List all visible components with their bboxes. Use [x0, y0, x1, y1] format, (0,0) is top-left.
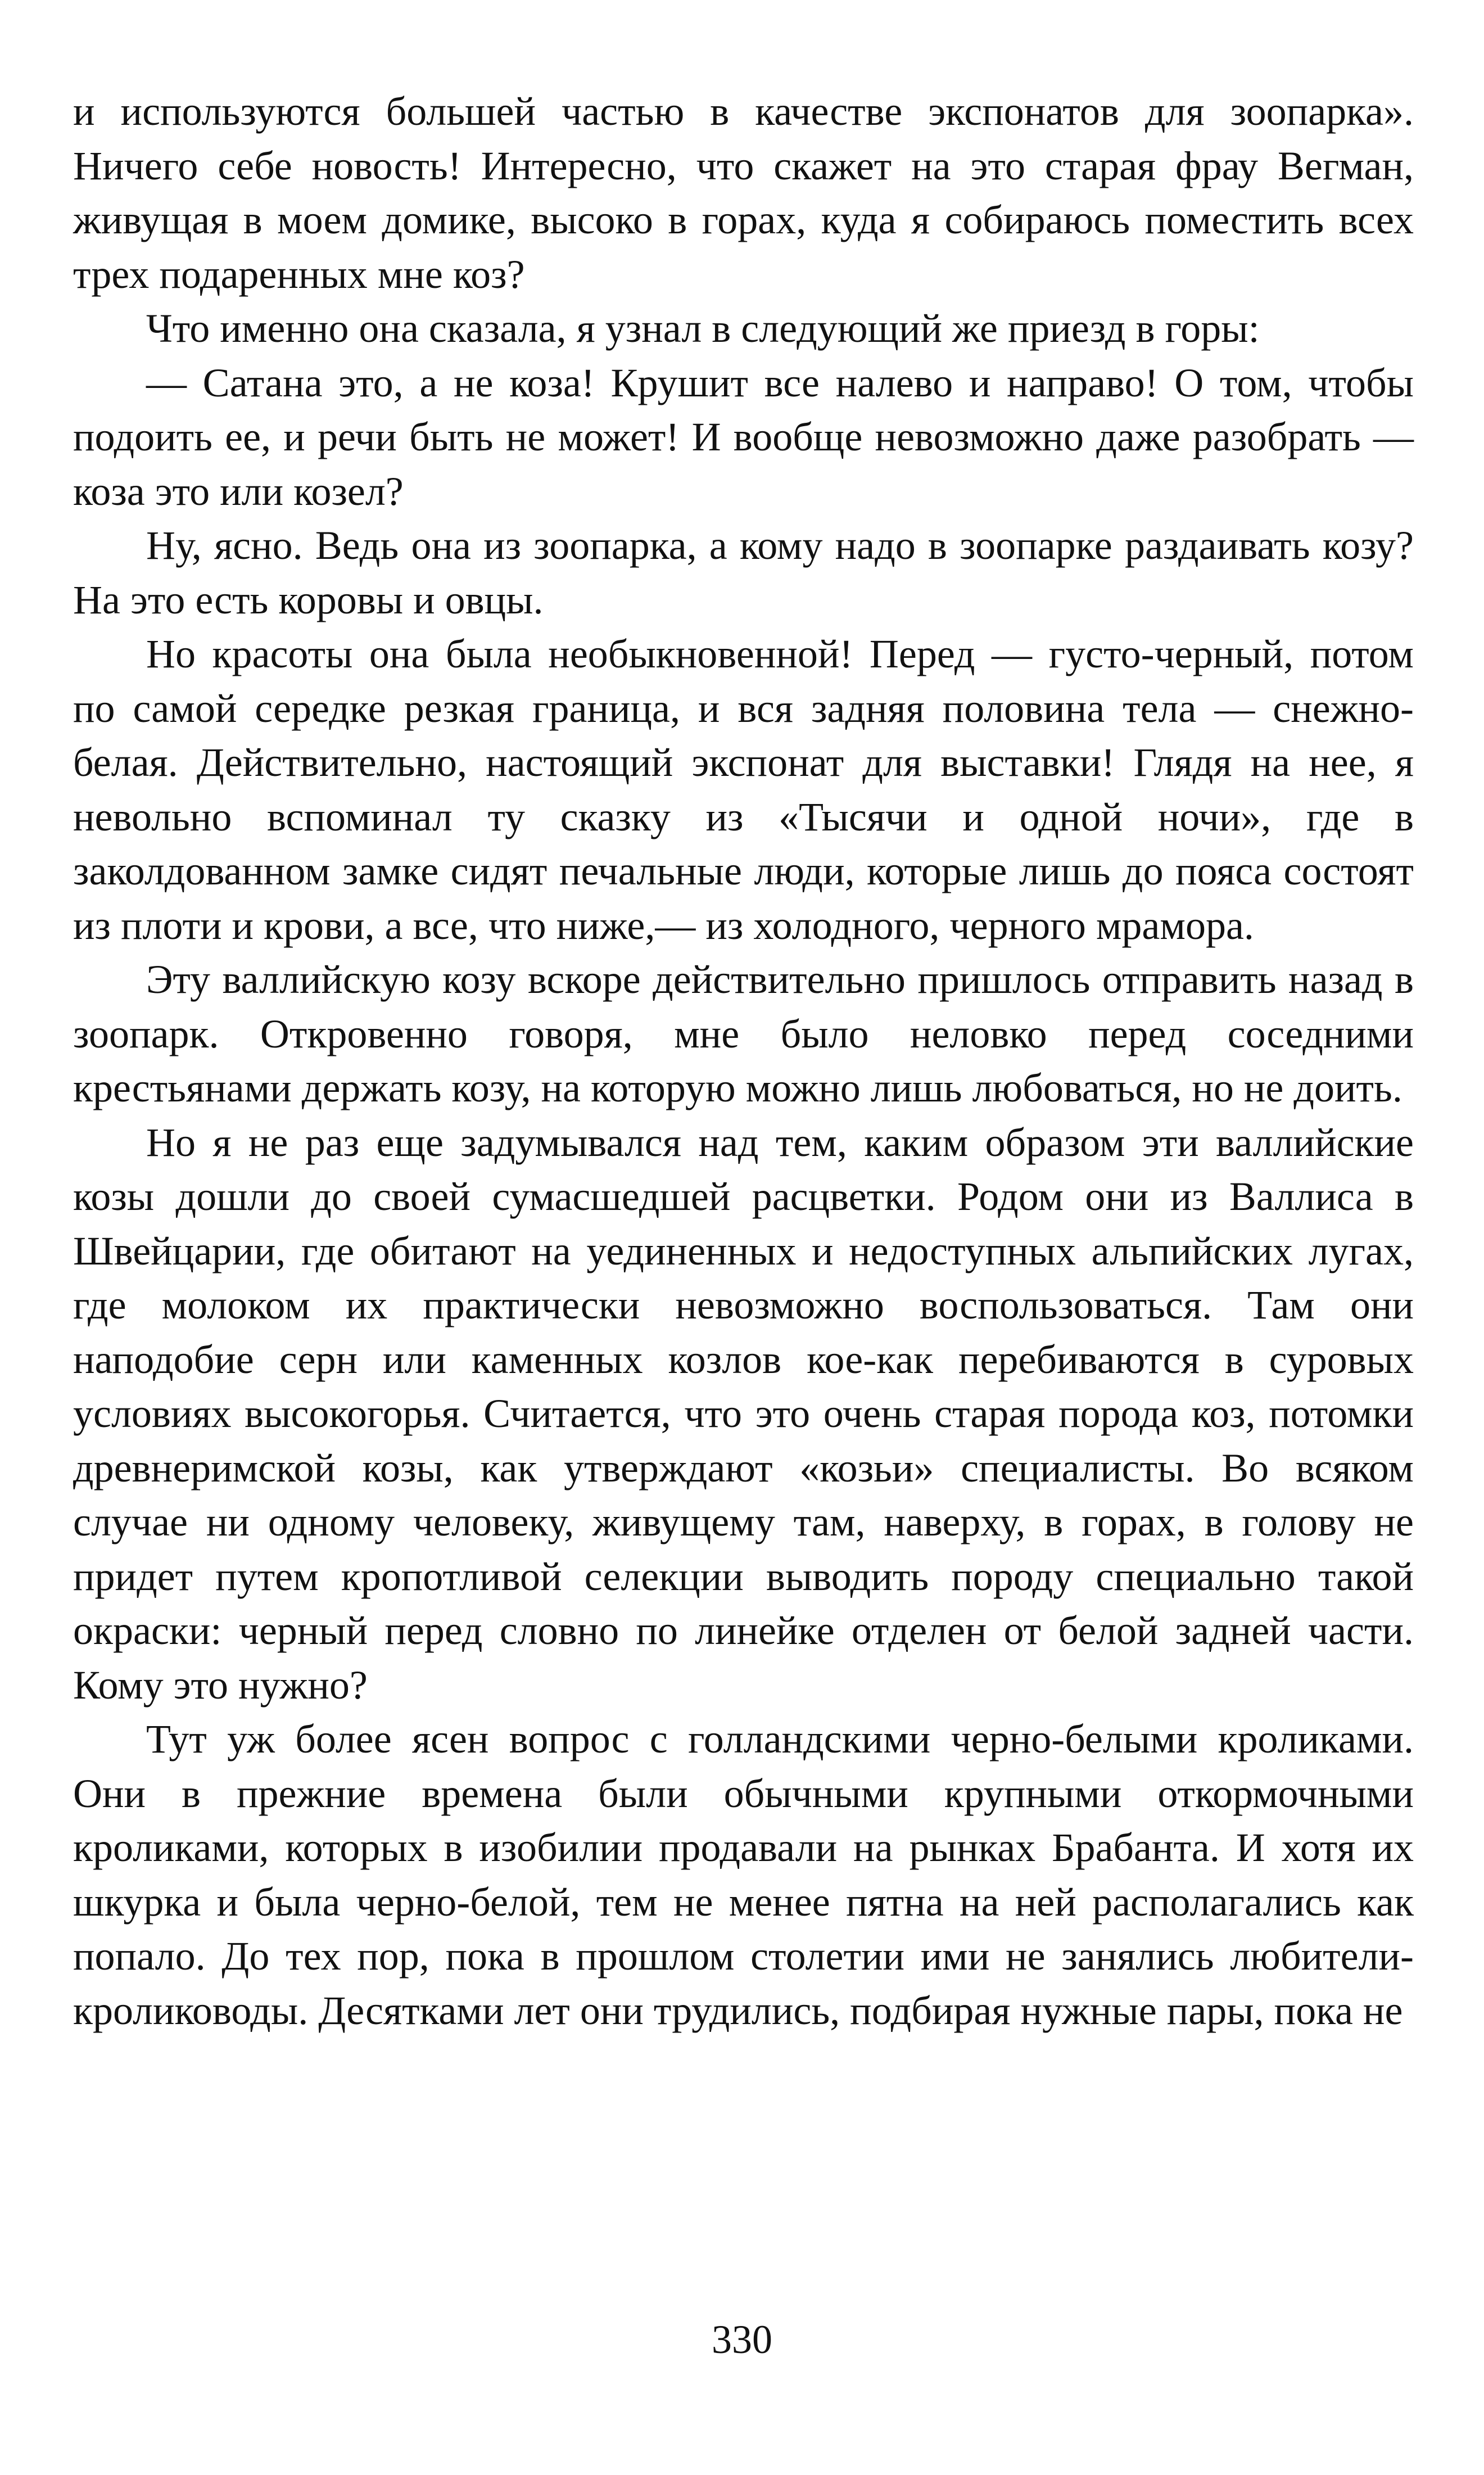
paragraph-6: Эту валлийскую козу вскоре действительно пришлось отправить назад в зоопарк. Откровенно говоря, мне было неловко перед соседними крестьянами держать козу, на которую можно лишь любоваться, но не доить.	[73, 957, 1414, 1110]
page-number: 330	[712, 2317, 772, 2362]
paragraph-2: Что именно она сказала, я узнал в следующий же приезд в горы:	[146, 306, 1260, 351]
paragraph-5: Но красоты она была необыкновенной! Перед — густо-черный, потом по самой середке резкая граница, и вся задняя половина тела — снежно-белая. Действительно, настоящий экспонат для выставки! Глядя на нее, я невольно вспоминал ту сказку из «Тысячи и одной ночи», где в заколдованном замке сидят печальные люди, которые лишь до пояса состоят из плоти и крови, а все, что ниже,— из холодного, черного мрамора.	[73, 631, 1414, 948]
paragraph-8: Тут уж более ясен вопрос с голландскими черно-белыми кроликами. Они в прежние времена были обычными крупными откормочными кроликами, которых в изобилии продавали на рынках Брабанта. И хотя их шкурка и была черно-белой, тем не менее пятна на ней располагались как попало. До тех пор, пока в прошлом столетии ими не занялись любители-кролиководы. Десятками лет они трудились, подбирая нужные пары, пока не	[73, 1717, 1414, 2033]
paragraph-3: — Сатана это, а не коза! Крушит все налево и направо! О том, чтобы подоить ее, и речи быть не может! И вообще невозможно даже разобрать — коза это или козел?	[73, 360, 1414, 514]
page-text	[73, 84, 1414, 2038]
paragraph-7: Но я не раз еще задумывался над тем, каким образом эти валлийские козы дошли до своей сумасшедшей расцветки. Родом они из Валлиса в Швейцарии, где обитают на уединенных и недоступных альпийских лугах, где молоком их практически невозможно воспользоваться. Там они наподобие серн или каменных козлов кое-как перебиваются в суровых условиях высокогорья. Считается, что это очень старая порода коз, потомки древнеримской козы, как утверждают «козьи» специалисты. Во всяком случае ни одному человеку, живущему там, наверху, в горах, в голову не придет путем кропотливой селекции выводить породу специально такой окраски: черный перед словно по линейке отделен от белой задней части. Кому это нужно?	[73, 1119, 1414, 1708]
paragraph-4: Ну, ясно. Ведь она из зоопарка, а кому надо в зоопарке раздаивать козу? На это есть коровы и овцы.	[73, 523, 1414, 622]
paragraph-1: и используются большей частью в качестве экспонатов для зоопарка». Ничего себе новость! Интересно, что скажет на это старая фрау Вегман, живущая в моем домике, высоко в горах, куда я собираюсь поместить всех трех подаренных мне коз?	[73, 89, 1414, 297]
